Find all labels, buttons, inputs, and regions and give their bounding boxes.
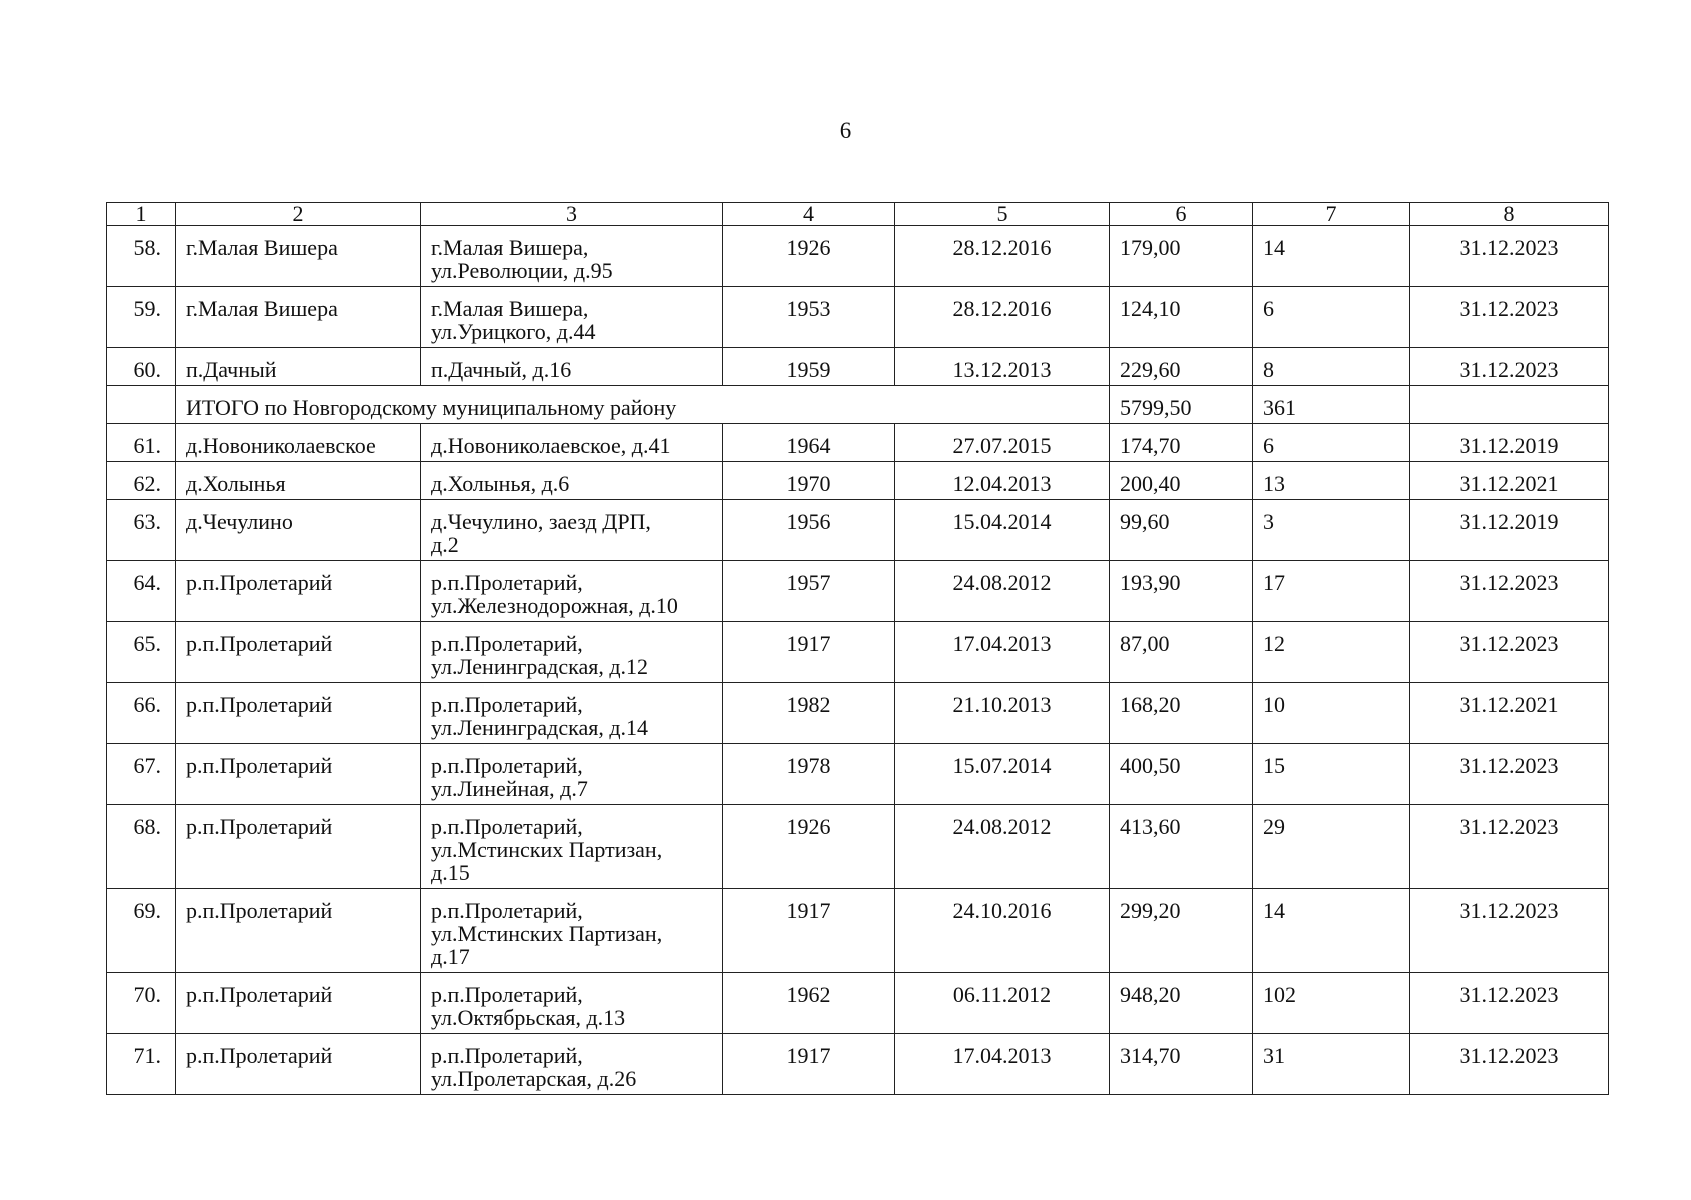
date-cell: 17.04.2013 <box>895 622 1110 683</box>
address-line: г.Малая Вишера, <box>431 296 589 321</box>
year-cell: 1953 <box>723 287 895 348</box>
row-number: 64. <box>107 561 176 622</box>
settlement-cell: д.Новониколаевское <box>176 424 421 462</box>
date-cell: 28.12.2016 <box>895 226 1110 287</box>
address-line: ул.Урицкого, д.44 <box>431 319 596 344</box>
table-row <box>107 348 1609 386</box>
settlement-cell: р.п.Пролетарий <box>176 973 421 1034</box>
year-cell: 1957 <box>723 561 895 622</box>
address-cell <box>421 348 723 386</box>
table-row <box>107 561 1609 622</box>
address-cell <box>421 622 723 683</box>
year-cell: 1962 <box>723 973 895 1034</box>
people-cell: 17 <box>1253 561 1410 622</box>
column-header: 4 <box>723 203 895 226</box>
date-cell: 13.12.2013 <box>895 348 1110 386</box>
table-row <box>107 462 1609 500</box>
address-line: д.Холынья, д.6 <box>431 471 570 496</box>
settlement-cell: г.Малая Вишера <box>176 226 421 287</box>
term-cell: 31.12.2023 <box>1410 805 1609 889</box>
row-number: 63. <box>107 500 176 561</box>
table-row <box>107 973 1609 1034</box>
address-cell <box>421 561 723 622</box>
people-cell: 15 <box>1253 744 1410 805</box>
table-row <box>107 889 1609 973</box>
year-cell: 1970 <box>723 462 895 500</box>
term-cell: 31.12.2023 <box>1410 287 1609 348</box>
cell-empty <box>1410 386 1609 424</box>
row-number: 59. <box>107 287 176 348</box>
address-line: д.2 <box>431 532 459 557</box>
row-number: 69. <box>107 889 176 973</box>
area-cell: 299,20 <box>1110 889 1253 973</box>
area-cell: 229,60 <box>1110 348 1253 386</box>
area-cell: 87,00 <box>1110 622 1253 683</box>
address-line: ул.Мстинских Партизан, <box>431 921 663 946</box>
page-number: 6 <box>839 118 852 143</box>
row-number: 60. <box>107 348 176 386</box>
date-cell: 15.07.2014 <box>895 744 1110 805</box>
address-line: р.п.Пролетарий, <box>431 898 583 923</box>
people-cell: 8 <box>1253 348 1410 386</box>
address-cell <box>421 462 723 500</box>
table-row <box>107 1034 1609 1095</box>
row-number: 66. <box>107 683 176 744</box>
settlement-cell: г.Малая Вишера <box>176 287 421 348</box>
year-cell: 1964 <box>723 424 895 462</box>
address-cell <box>421 889 723 973</box>
area-cell: 124,10 <box>1110 287 1253 348</box>
row-number: 68. <box>107 805 176 889</box>
term-cell: 31.12.2023 <box>1410 889 1609 973</box>
year-cell: 1978 <box>723 744 895 805</box>
term-cell: 31.12.2023 <box>1410 1034 1609 1095</box>
term-cell: 31.12.2023 <box>1410 561 1609 622</box>
address-line: р.п.Пролетарий, <box>431 570 583 595</box>
address-cell <box>421 1034 723 1095</box>
address-line: ул.Мстинских Партизан, <box>431 837 663 862</box>
date-cell: 21.10.2013 <box>895 683 1110 744</box>
people-cell: 13 <box>1253 462 1410 500</box>
column-header: 8 <box>1410 203 1609 226</box>
address-cell <box>421 744 723 805</box>
table-row <box>107 744 1609 805</box>
area-cell: 174,70 <box>1110 424 1253 462</box>
people-cell: 10 <box>1253 683 1410 744</box>
row-number: 67. <box>107 744 176 805</box>
area-cell: 400,50 <box>1110 744 1253 805</box>
address-cell <box>421 973 723 1034</box>
row-number: 70. <box>107 973 176 1034</box>
address-cell <box>421 683 723 744</box>
table-row <box>107 424 1609 462</box>
people-cell: 6 <box>1253 287 1410 348</box>
address-line: р.п.Пролетарий, <box>431 631 583 656</box>
row-number: 62. <box>107 462 176 500</box>
area-cell: 200,40 <box>1110 462 1253 500</box>
date-cell: 24.08.2012 <box>895 805 1110 889</box>
total-people: 361 <box>1253 386 1410 424</box>
year-cell: 1959 <box>723 348 895 386</box>
area-cell: 314,70 <box>1110 1034 1253 1095</box>
address-line: р.п.Пролетарий, <box>431 1043 583 1068</box>
table-row <box>107 287 1609 348</box>
date-cell: 27.07.2015 <box>895 424 1110 462</box>
term-cell: 31.12.2023 <box>1410 226 1609 287</box>
date-cell: 17.04.2013 <box>895 1034 1110 1095</box>
term-cell: 31.12.2023 <box>1410 348 1609 386</box>
date-cell: 15.04.2014 <box>895 500 1110 561</box>
term-cell: 31.12.2023 <box>1410 622 1609 683</box>
date-cell: 12.04.2013 <box>895 462 1110 500</box>
people-cell: 102 <box>1253 973 1410 1034</box>
row-number: 65. <box>107 622 176 683</box>
address-line: ул.Революции, д.95 <box>431 258 613 283</box>
row-number: 61. <box>107 424 176 462</box>
total-area: 5799,50 <box>1110 386 1253 424</box>
address-cell <box>421 805 723 889</box>
year-cell: 1926 <box>723 226 895 287</box>
date-cell: 28.12.2016 <box>895 287 1110 348</box>
address-line: д.17 <box>431 944 470 969</box>
address-line: г.Малая Вишера, <box>431 235 589 260</box>
address-line: р.п.Пролетарий, <box>431 692 583 717</box>
total-row <box>107 386 1609 424</box>
settlement-cell: р.п.Пролетарий <box>176 889 421 973</box>
address-line: р.п.Пролетарий, <box>431 982 583 1007</box>
settlement-cell: р.п.Пролетарий <box>176 744 421 805</box>
table-row <box>107 683 1609 744</box>
table-row <box>107 805 1609 889</box>
people-cell: 14 <box>1253 889 1410 973</box>
address-line: п.Дачный, д.16 <box>431 357 572 382</box>
address-line: д.Чечулино, заезд ДРП, <box>431 509 651 534</box>
table-row <box>107 226 1609 287</box>
column-header: 3 <box>421 203 723 226</box>
area-cell: 99,60 <box>1110 500 1253 561</box>
address-line: ул.Железнодорожная, д.10 <box>431 593 678 618</box>
area-cell: 179,00 <box>1110 226 1253 287</box>
year-cell: 1917 <box>723 622 895 683</box>
address-line: д.15 <box>431 860 470 885</box>
people-cell: 3 <box>1253 500 1410 561</box>
address-cell <box>421 500 723 561</box>
total-label: ИТОГО по Новгородскому муниципальному району <box>176 386 1110 424</box>
year-cell: 1956 <box>723 500 895 561</box>
address-line: р.п.Пролетарий, <box>431 753 583 778</box>
people-cell: 29 <box>1253 805 1410 889</box>
settlement-cell: д.Холынья <box>176 462 421 500</box>
date-cell: 24.10.2016 <box>895 889 1110 973</box>
area-cell: 413,60 <box>1110 805 1253 889</box>
year-cell: 1926 <box>723 805 895 889</box>
column-header: 6 <box>1110 203 1253 226</box>
area-cell: 168,20 <box>1110 683 1253 744</box>
row-number: 71. <box>107 1034 176 1095</box>
column-header: 5 <box>895 203 1110 226</box>
people-cell: 12 <box>1253 622 1410 683</box>
cell-empty <box>107 386 176 424</box>
settlement-cell: р.п.Пролетарий <box>176 805 421 889</box>
term-cell: 31.12.2019 <box>1410 424 1609 462</box>
address-line: ул.Октябрьская, д.13 <box>431 1005 626 1030</box>
address-cell <box>421 226 723 287</box>
people-cell: 14 <box>1253 226 1410 287</box>
date-cell: 24.08.2012 <box>895 561 1110 622</box>
header-row <box>107 203 1609 226</box>
address-line: д.Новониколаевское, д.41 <box>431 433 671 458</box>
term-cell: 31.12.2019 <box>1410 500 1609 561</box>
table-body <box>107 226 1609 1095</box>
address-line: ул.Пролетарская, д.26 <box>431 1066 637 1091</box>
column-header: 1 <box>107 203 176 226</box>
address-cell <box>421 287 723 348</box>
address-line: ул.Ленинградская, д.14 <box>431 715 649 740</box>
settlement-cell: п.Дачный <box>176 348 421 386</box>
address-line: р.п.Пролетарий, <box>431 814 583 839</box>
column-header: 2 <box>176 203 421 226</box>
term-cell: 31.12.2023 <box>1410 973 1609 1034</box>
area-cell: 948,20 <box>1110 973 1253 1034</box>
address-cell <box>421 424 723 462</box>
settlement-cell: р.п.Пролетарий <box>176 683 421 744</box>
year-cell: 1917 <box>723 1034 895 1095</box>
table-row <box>107 622 1609 683</box>
settlement-cell: д.Чечулино <box>176 500 421 561</box>
column-header: 7 <box>1253 203 1410 226</box>
people-cell: 6 <box>1253 424 1410 462</box>
row-number: 58. <box>107 226 176 287</box>
area-cell: 193,90 <box>1110 561 1253 622</box>
address-line: ул.Линейная, д.7 <box>431 776 588 801</box>
term-cell: 31.12.2021 <box>1410 683 1609 744</box>
housing-table <box>106 202 1609 1095</box>
settlement-cell: р.п.Пролетарий <box>176 561 421 622</box>
address-line: ул.Ленинградская, д.12 <box>431 654 649 679</box>
year-cell: 1917 <box>723 889 895 973</box>
date-cell: 06.11.2012 <box>895 973 1110 1034</box>
people-cell: 31 <box>1253 1034 1410 1095</box>
year-cell: 1982 <box>723 683 895 744</box>
settlement-cell: р.п.Пролетарий <box>176 622 421 683</box>
settlement-cell: р.п.Пролетарий <box>176 1034 421 1095</box>
term-cell: 31.12.2021 <box>1410 462 1609 500</box>
term-cell: 31.12.2023 <box>1410 744 1609 805</box>
table-row <box>107 500 1609 561</box>
